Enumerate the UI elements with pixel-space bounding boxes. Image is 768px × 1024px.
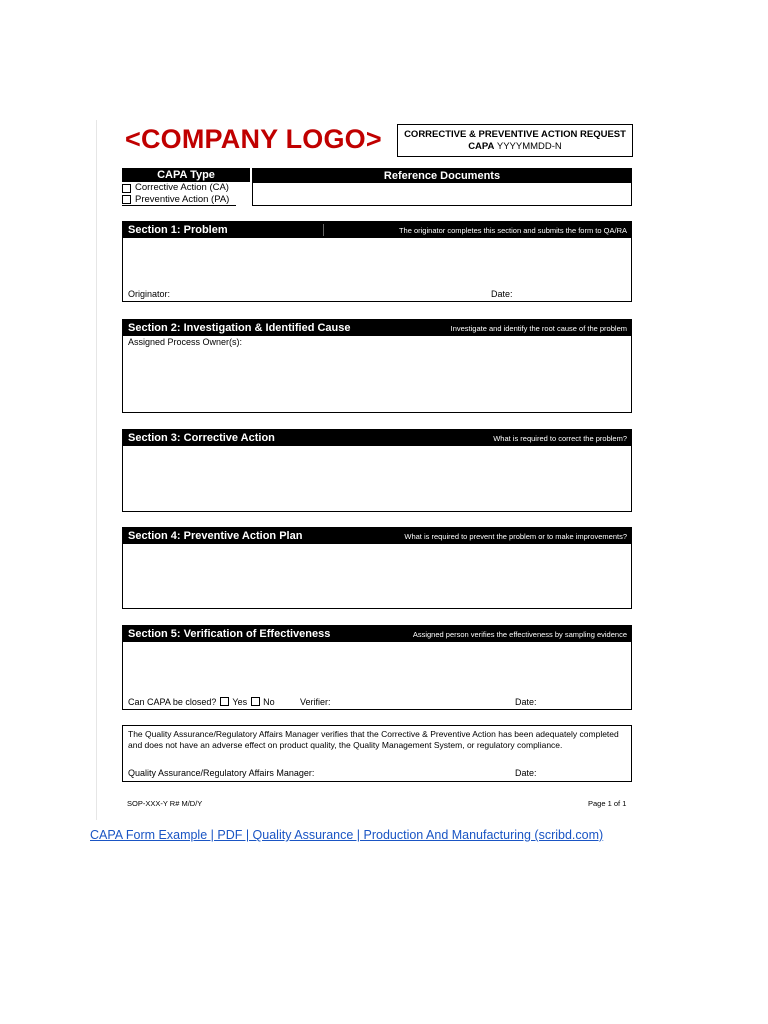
- section-2-bar: [123, 320, 631, 336]
- section-4-bar: [123, 528, 631, 544]
- section-2-title: Section 2: Investigation & Identified Cause: [128, 322, 351, 334]
- footer-page-number: Page 1 of 1: [588, 799, 627, 808]
- option-label-pa: Preventive Action (PA): [135, 193, 230, 205]
- no-label: No: [263, 697, 275, 707]
- section-4-preventive-action[interactable]: [122, 527, 632, 609]
- section-4-note: What is required to prevent the problem or to make improvements?: [404, 531, 627, 541]
- footer-doc-code: SOP-XXX-Y R# M/D/Y: [127, 799, 203, 808]
- capa-number: YYYYMMDD-N: [496, 141, 562, 152]
- checkbox-ca[interactable]: [122, 184, 131, 193]
- verifier-label: Verifier:: [300, 697, 331, 707]
- section-5-note: Assigned person verifies the effectiveness by sampling evidence: [412, 629, 627, 639]
- capa-type-block: [122, 168, 250, 206]
- capa-number-line: [468, 141, 562, 152]
- section-3-corrective-action[interactable]: [122, 429, 632, 512]
- capa-closed-row: [128, 697, 275, 707]
- option-label-ca: Corrective Action (CA): [135, 182, 229, 193]
- capa-label: CAPA: [468, 141, 495, 152]
- capa-type-option-ca[interactable]: [122, 182, 250, 194]
- page-edge: [96, 120, 97, 820]
- yes-label: Yes: [232, 697, 248, 707]
- capa-closed-label: Can CAPA be closed?: [128, 697, 217, 707]
- checkbox-no[interactable]: [251, 697, 260, 706]
- form-title-box: [397, 124, 633, 157]
- qa-manager-label: Quality Assurance/Regulatory Affairs Manager:: [128, 768, 315, 778]
- company-logo-placeholder: <COMPANY LOGO>: [125, 124, 382, 154]
- section-3-note: What is required to correct the problem?: [493, 433, 627, 443]
- qa-signoff-box[interactable]: [122, 725, 632, 782]
- checkbox-pa[interactable]: [122, 195, 131, 204]
- reference-documents-heading: Reference Documents: [253, 169, 631, 183]
- qa-statement: The Quality Assurance/Regulatory Affairs Manager verifies that the Corrective & Preventive Action has been adequately completed and does not have an adverse effect on product quality, the Quality Management System, or regulatory compliance.: [128, 729, 619, 750]
- qa-date-label: Date:: [515, 768, 537, 778]
- assigned-owner-label: Assigned Process Owner(s):: [128, 337, 243, 347]
- section-5-verification[interactable]: [122, 625, 632, 710]
- originator-label: Originator:: [128, 289, 171, 299]
- section-5-title: Section 5: Verification of Effectiveness: [128, 628, 331, 640]
- section-5-bar: [123, 626, 631, 642]
- section-3-title: Section 3: Corrective Action: [128, 432, 275, 444]
- capa-type-heading: CAPA Type: [122, 168, 250, 182]
- form-title: CORRECTIVE & PREVENTIVE ACTION REQUEST: [404, 129, 626, 140]
- section-4-title: Section 4: Preventive Action Plan: [128, 530, 303, 542]
- section-1-date-label: Date:: [491, 289, 513, 299]
- capa-type-option-pa[interactable]: [122, 194, 236, 206]
- section-1-bar: [123, 222, 631, 238]
- section-2-investigation[interactable]: [122, 319, 632, 413]
- reference-documents-block[interactable]: [252, 168, 632, 206]
- section-1-note: The originator completes this section and submits the form to QA/RA: [398, 225, 627, 235]
- section-5-date-label: Date:: [515, 697, 537, 707]
- section-1-divider: [323, 224, 324, 236]
- section-1-problem[interactable]: [122, 221, 632, 302]
- section-1-title: Section 1: Problem: [128, 224, 228, 236]
- checkbox-yes[interactable]: [220, 697, 229, 706]
- source-link[interactable]: CAPA Form Example | PDF | Quality Assurance | Production And Manufacturing (scribd.com): [90, 828, 604, 842]
- section-2-note: Investigate and identify the root cause of the problem: [450, 323, 627, 333]
- section-3-bar: [123, 430, 631, 446]
